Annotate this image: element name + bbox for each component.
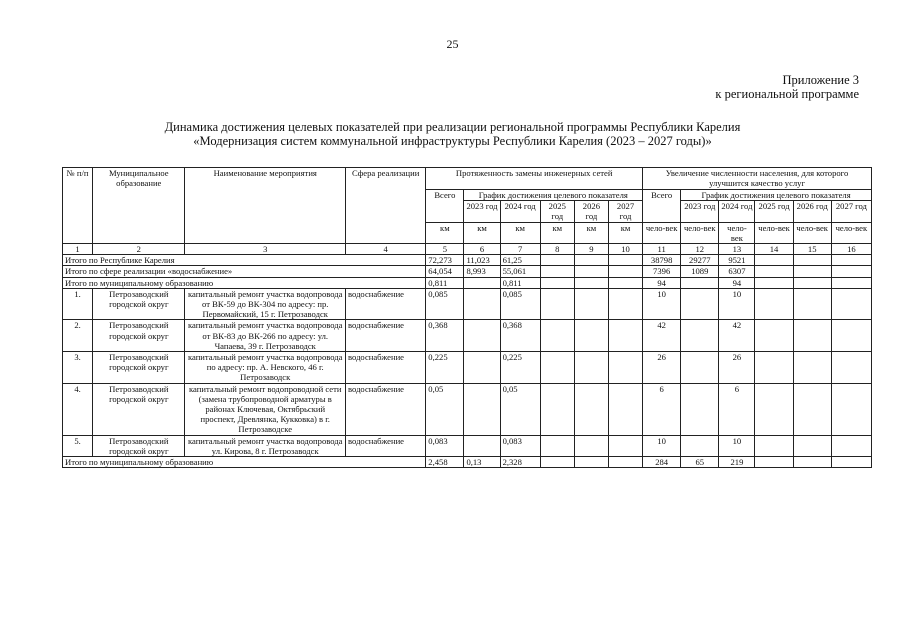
value-cell — [831, 383, 871, 435]
title-line-1: Динамика достижения целевых показателей при реализации региональной программы Республики Карелия — [164, 120, 741, 134]
value-cell — [574, 266, 608, 277]
value-cell — [793, 255, 831, 266]
value-cell — [755, 383, 793, 435]
value-cell: 0,811 — [500, 277, 540, 288]
value-cell — [793, 320, 831, 352]
value-cell — [540, 383, 574, 435]
value-cell — [608, 352, 642, 384]
value-cell — [574, 277, 608, 288]
value-cell — [755, 266, 793, 277]
appendix-line-2: к региональной программе — [715, 87, 859, 101]
indicators-table — [62, 167, 872, 468]
year-2026: 2026 год — [574, 201, 608, 222]
measure-cell: капитальный ремонт участка водопровода ул. Кирова, 8 г. Петрозаводск — [185, 435, 346, 456]
appendix-note — [715, 73, 859, 101]
unit-km: км — [608, 222, 642, 243]
value-cell: 6 — [643, 383, 681, 435]
header-row-1 — [63, 168, 872, 190]
table-row — [63, 383, 872, 435]
value-cell: 10 — [719, 435, 755, 456]
header-pop-total: Всего — [643, 190, 681, 223]
value-cell — [755, 288, 793, 320]
value-cell — [831, 266, 871, 277]
municipality-cell: Петрозаводский городской округ — [93, 288, 185, 320]
column-number: 5 — [426, 244, 464, 255]
column-number: 1 — [63, 244, 93, 255]
value-cell — [574, 383, 608, 435]
value-cell — [540, 457, 574, 468]
year-2027: 2027 год — [831, 201, 871, 222]
column-number: 14 — [755, 244, 793, 255]
summary-row — [63, 277, 872, 288]
appendix-line-1: Приложение 3 — [782, 73, 859, 87]
table-row — [63, 352, 872, 384]
municipality-cell: Петрозаводский городской округ — [93, 352, 185, 384]
value-cell: 0,05 — [426, 383, 464, 435]
column-number: 12 — [681, 244, 719, 255]
value-cell: 1089 — [681, 266, 719, 277]
value-cell — [608, 435, 642, 456]
value-cell — [464, 320, 500, 352]
year-2026: 2026 год — [793, 201, 831, 222]
unit-people: чело-век — [793, 222, 831, 243]
header-measure: Наименование мероприятия — [185, 168, 346, 244]
value-cell — [540, 435, 574, 456]
value-cell — [681, 383, 719, 435]
value-cell — [608, 255, 642, 266]
measure-cell: капитальный ремонт участка водопровода по адресу: пр. А. Невского, 46 г. Петрозаводск — [185, 352, 346, 384]
header-length-group: Протяженность замены инженерных сетей — [426, 168, 643, 190]
municipality-cell: Петрозаводский городской округ — [93, 435, 185, 456]
value-cell: 42 — [643, 320, 681, 352]
row-number: 2. — [63, 320, 93, 352]
summary-label: Итого по сфере реализации «водоснабжение» — [63, 266, 426, 277]
header-population-group: Увеличение численности населения, для которого улучшится качество услуг — [643, 168, 872, 190]
header-num: № п/п — [63, 168, 93, 244]
value-cell — [540, 320, 574, 352]
table-row — [63, 288, 872, 320]
sphere-cell: водоснабжение — [346, 288, 426, 320]
value-cell: 10 — [719, 288, 755, 320]
value-cell: 2,328 — [500, 457, 540, 468]
year-2024: 2024 год — [500, 201, 540, 222]
value-cell — [755, 255, 793, 266]
column-number: 6 — [464, 244, 500, 255]
value-cell — [681, 288, 719, 320]
column-number: 16 — [831, 244, 871, 255]
unit-km: км — [426, 222, 464, 243]
value-cell — [464, 352, 500, 384]
value-cell: 64,054 — [426, 266, 464, 277]
value-cell — [464, 277, 500, 288]
value-cell — [608, 383, 642, 435]
year-2023: 2023 год — [464, 201, 500, 222]
sphere-cell: водоснабжение — [346, 383, 426, 435]
value-cell — [755, 435, 793, 456]
value-cell — [755, 352, 793, 384]
value-cell — [793, 266, 831, 277]
summary-row — [63, 266, 872, 277]
value-cell: 10 — [643, 435, 681, 456]
document-title — [0, 120, 905, 148]
value-cell: 7396 — [643, 266, 681, 277]
value-cell: 0,085 — [426, 288, 464, 320]
value-cell: 72,273 — [426, 255, 464, 266]
value-cell — [464, 288, 500, 320]
unit-km: км — [464, 222, 500, 243]
header-sphere: Сфера реализации — [346, 168, 426, 244]
value-cell: 11,023 — [464, 255, 500, 266]
value-cell — [793, 383, 831, 435]
value-cell: 94 — [719, 277, 755, 288]
value-cell — [540, 352, 574, 384]
measure-cell: капитальный ремонт участка водопровода от ВК-59 до ВК-304 по адресу: пр. Первомайский, 15 г. Петрозаводск — [185, 288, 346, 320]
value-cell — [793, 352, 831, 384]
measure-cell: капитальный ремонт водопроводной сети (замена трубопроводной арматуры в районах Ключевая, Октябрьский проспект, Древлянка, Кукковка) в г. Петрозаводске — [185, 383, 346, 435]
summary-label: Итого по муниципальному образованию — [63, 457, 426, 468]
unit-km: км — [500, 222, 540, 243]
value-cell — [831, 277, 871, 288]
value-cell: 0,083 — [500, 435, 540, 456]
value-cell: 61,25 — [500, 255, 540, 266]
value-cell — [793, 435, 831, 456]
value-cell: 26 — [643, 352, 681, 384]
value-cell — [755, 320, 793, 352]
summary-label: Итого по Республике Карелия — [63, 255, 426, 266]
value-cell: 0,368 — [500, 320, 540, 352]
value-cell: 284 — [643, 457, 681, 468]
value-cell — [681, 435, 719, 456]
value-cell — [831, 288, 871, 320]
year-2023: 2023 год — [681, 201, 719, 222]
value-cell — [755, 277, 793, 288]
unit-people: чело-век — [681, 222, 719, 243]
year-2024: 2024 год — [719, 201, 755, 222]
value-cell — [608, 277, 642, 288]
column-number: 9 — [574, 244, 608, 255]
title-line-2: «Модернизация систем коммунальной инфраструктуры Республики Карелия (2023 – 2027 годы)» — [193, 134, 712, 148]
value-cell — [681, 320, 719, 352]
value-cell — [574, 255, 608, 266]
value-cell: 29277 — [681, 255, 719, 266]
value-cell — [831, 255, 871, 266]
value-cell — [608, 320, 642, 352]
summary-row-total — [63, 457, 872, 468]
value-cell — [608, 288, 642, 320]
row-number: 1. — [63, 288, 93, 320]
summary-label: Итого по муниципальному образованию — [63, 277, 426, 288]
summary-row — [63, 255, 872, 266]
value-cell — [831, 352, 871, 384]
unit-people: чело-век — [755, 222, 793, 243]
value-cell — [574, 288, 608, 320]
value-cell: 0,083 — [426, 435, 464, 456]
value-cell — [540, 255, 574, 266]
header-pop-schedule: График достижения целевого показателя — [681, 190, 872, 201]
value-cell: 0,085 — [500, 288, 540, 320]
row-number: 5. — [63, 435, 93, 456]
value-cell — [540, 288, 574, 320]
value-cell — [755, 457, 793, 468]
value-cell — [540, 266, 574, 277]
unit-people: чело-век — [831, 222, 871, 243]
value-cell — [831, 320, 871, 352]
value-cell — [793, 288, 831, 320]
value-cell: 94 — [643, 277, 681, 288]
value-cell — [608, 457, 642, 468]
value-cell — [831, 435, 871, 456]
municipality-cell: Петрозаводский городской округ — [93, 320, 185, 352]
year-2025: 2025 год — [540, 201, 574, 222]
value-cell: 10 — [643, 288, 681, 320]
value-cell: 9521 — [719, 255, 755, 266]
value-cell: 0,225 — [500, 352, 540, 384]
column-number: 13 — [719, 244, 755, 255]
year-2027: 2027 год — [608, 201, 642, 222]
value-cell — [608, 266, 642, 277]
table-row — [63, 320, 872, 352]
value-cell: 6307 — [719, 266, 755, 277]
year-2025: 2025 год — [755, 201, 793, 222]
column-number: 10 — [608, 244, 642, 255]
column-number: 15 — [793, 244, 831, 255]
column-number: 3 — [185, 244, 346, 255]
column-number: 7 — [500, 244, 540, 255]
sphere-cell: водоснабжение — [346, 435, 426, 456]
table-row — [63, 435, 872, 456]
page-number: 25 — [446, 37, 459, 51]
value-cell: 2,458 — [426, 457, 464, 468]
value-cell — [793, 457, 831, 468]
row-number: 3. — [63, 352, 93, 384]
column-number-row — [63, 244, 872, 255]
column-number: 2 — [93, 244, 185, 255]
municipality-cell: Петрозаводский городской округ — [93, 383, 185, 435]
value-cell: 8,993 — [464, 266, 500, 277]
value-cell — [831, 457, 871, 468]
row-number: 4. — [63, 383, 93, 435]
value-cell — [574, 435, 608, 456]
value-cell: 38798 — [643, 255, 681, 266]
value-cell: 0,811 — [426, 277, 464, 288]
unit-km: км — [540, 222, 574, 243]
measure-cell: капитальный ремонт участка водопровода от ВК-83 до ВК-266 по адресу: ул. Чапаева, 39 г. Петрозаводск — [185, 320, 346, 352]
column-number: 11 — [643, 244, 681, 255]
value-cell — [574, 457, 608, 468]
header-municipality: Муниципальное образование — [93, 168, 185, 244]
header-length-schedule: График достижения целевого показателя — [464, 190, 643, 201]
unit-people: чело-век — [643, 222, 681, 243]
sphere-cell: водоснабжение — [346, 352, 426, 384]
value-cell — [681, 352, 719, 384]
sphere-cell: водоснабжение — [346, 320, 426, 352]
value-cell — [464, 435, 500, 456]
unit-km: км — [574, 222, 608, 243]
value-cell — [540, 277, 574, 288]
value-cell — [574, 320, 608, 352]
value-cell: 219 — [719, 457, 755, 468]
value-cell: 55,061 — [500, 266, 540, 277]
value-cell — [681, 277, 719, 288]
value-cell — [793, 277, 831, 288]
value-cell: 42 — [719, 320, 755, 352]
value-cell: 65 — [681, 457, 719, 468]
value-cell — [464, 383, 500, 435]
header-length-total: Всего — [426, 190, 464, 223]
column-number: 4 — [346, 244, 426, 255]
column-number: 8 — [540, 244, 574, 255]
value-cell: 0,368 — [426, 320, 464, 352]
value-cell: 6 — [719, 383, 755, 435]
value-cell: 26 — [719, 352, 755, 384]
value-cell — [574, 352, 608, 384]
value-cell: 0,225 — [426, 352, 464, 384]
value-cell: 0,05 — [500, 383, 540, 435]
unit-people: чело-век — [719, 222, 755, 243]
value-cell: 0,13 — [464, 457, 500, 468]
